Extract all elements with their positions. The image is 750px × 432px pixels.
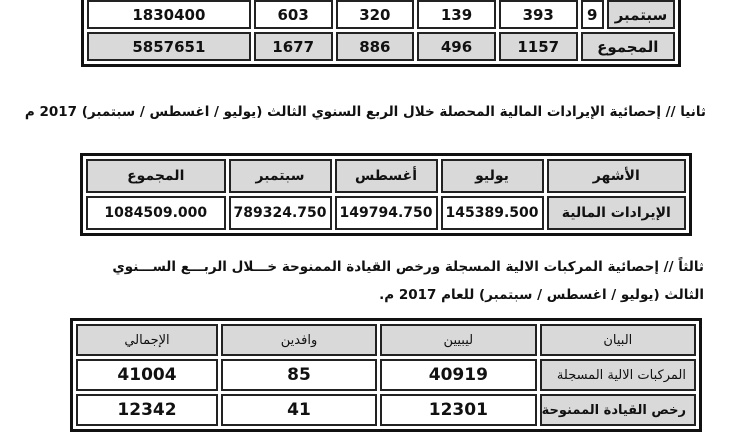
table-row [86, 196, 686, 230]
section3-heading-line1: ثالثاً // إحصائية المركبات الالية المسجلة ورخص القيادة الممنوحة خـــلال الربـــع الســـنوي [112, 259, 704, 275]
vehicles-licenses-table [70, 318, 702, 432]
header-total: المجموع [86, 159, 226, 193]
value-cell: 40919 [380, 359, 537, 391]
value-cell: 149794.750 [335, 196, 438, 230]
value-cell: 5857651 [87, 32, 251, 61]
value-cell: 145389.500 [441, 196, 544, 230]
value-cell: 1084509.000 [86, 196, 226, 230]
header-months: الأشهر [547, 159, 686, 193]
value-cell: 139 [417, 0, 496, 29]
header-total: الإجمالي [76, 324, 218, 356]
vehicles-monthly-table [81, 0, 681, 67]
month-cell: سبتمبر [607, 0, 675, 29]
header-statement: البيان [540, 324, 696, 356]
value-cell: 886 [336, 32, 415, 61]
table-row [87, 32, 675, 61]
section2-heading: ثانيا // إحصائية الإيرادات المالية المحصلة خلال الربع السنوي الثالث (يوليو / اغسطس / سبتمبر) 2017 م [24, 104, 706, 120]
row-label: المركبات الالية المسجلة [540, 359, 696, 391]
value-cell: 1157 [499, 32, 578, 61]
value-cell: 41004 [76, 359, 218, 391]
value-cell: 41 [221, 394, 377, 426]
table-row [76, 394, 696, 426]
revenue-table [80, 153, 692, 236]
value-cell: 1677 [254, 32, 333, 61]
total-label-cell: المجموع [581, 32, 675, 61]
value-cell: 12342 [76, 394, 218, 426]
month-number-cell: 9 [581, 0, 604, 29]
value-cell: 789324.750 [229, 196, 332, 230]
value-cell: 603 [254, 0, 333, 29]
table-row [87, 0, 675, 29]
table-header-row [76, 324, 696, 356]
header-libyans: ليبيين [380, 324, 537, 356]
table-header-row [86, 159, 686, 193]
section3-heading-line2: الثالث (يوليو / اغسطس / سبتمبر) للعام 2017 م. [379, 287, 704, 303]
value-cell: 1830400 [87, 0, 251, 29]
header-july: يوليو [441, 159, 544, 193]
table-row [76, 359, 696, 391]
header-august: أغسطس [335, 159, 438, 193]
value-cell: 12301 [380, 394, 537, 426]
value-cell: 85 [221, 359, 377, 391]
value-cell: 393 [499, 0, 578, 29]
header-september: سبتمبر [229, 159, 332, 193]
header-expats: وافدين [221, 324, 377, 356]
value-cell: 320 [336, 0, 415, 29]
row-label: الإيرادات المالية [547, 196, 686, 230]
row-label: رخص القيادة الممنوحة [540, 394, 696, 426]
value-cell: 496 [417, 32, 496, 61]
